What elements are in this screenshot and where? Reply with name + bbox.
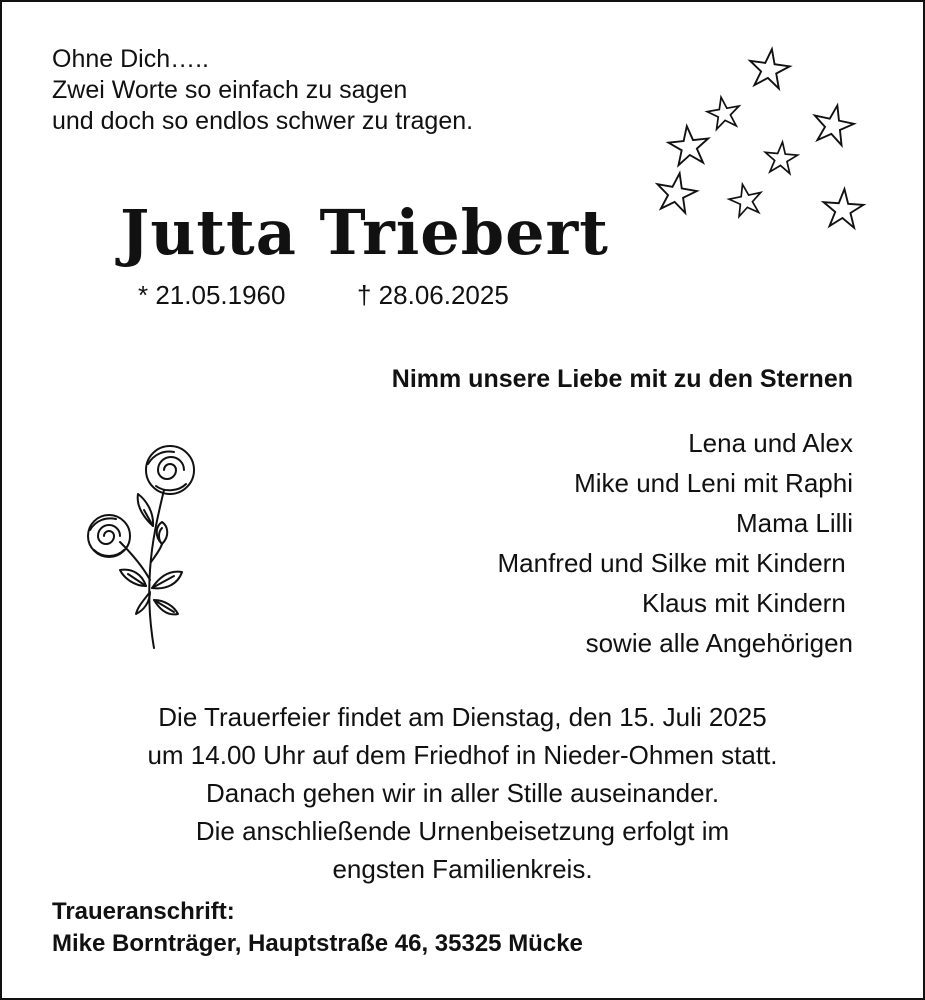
deceased-name: Jutta Triebert bbox=[120, 196, 609, 269]
stars-decoration bbox=[642, 42, 872, 242]
star-icon bbox=[822, 188, 864, 229]
mourners-list bbox=[497, 423, 853, 663]
rose-icon bbox=[74, 440, 204, 652]
ceremony-line: um 14.00 Uhr auf dem Friedhof in Nieder-Ohmen statt. bbox=[147, 740, 778, 770]
death-date: † 28.06.2025 bbox=[357, 280, 509, 310]
motto: Nimm unsere Liebe mit zu den Sternen bbox=[391, 365, 853, 393]
mourner-entry: Mama Lilli bbox=[735, 508, 853, 538]
star-icon bbox=[727, 181, 765, 218]
mourner-entry: Mike und Leni mit Raphi bbox=[574, 468, 853, 498]
poem-line: Zwei Worte so einfach zu sagen bbox=[52, 76, 408, 104]
mourner-entry: Manfred und Silke mit Kindern bbox=[497, 548, 853, 578]
ceremony-line: Die anschließende Urnenbeisetzung erfolgt im bbox=[195, 816, 730, 846]
mourner-entry: Lena und Alex bbox=[688, 428, 853, 458]
star-icon bbox=[667, 124, 711, 166]
star-icon bbox=[705, 94, 742, 130]
mourner-entry: sowie alle Angehörigen bbox=[585, 628, 853, 658]
address-line: Mike Bornträger, Hauptstraße 46, 35325 Mücke bbox=[52, 930, 583, 957]
star-icon bbox=[810, 101, 857, 146]
address-label: Traueranschrift: bbox=[52, 898, 235, 925]
star-icon bbox=[747, 46, 792, 89]
poem-line: und doch so endlos schwer zu tragen. bbox=[52, 107, 474, 135]
poem bbox=[52, 44, 473, 137]
ceremony-line: Die Trauerfeier findet am Dienstag, den 15. Juli 2025 bbox=[158, 702, 767, 732]
birth-date: * 21.05.1960 bbox=[138, 280, 286, 310]
star-icon bbox=[764, 141, 799, 174]
star-icon bbox=[653, 170, 699, 214]
mourner-entry: Klaus mit Kindern bbox=[642, 588, 853, 618]
ceremony-line: engsten Familienkreis. bbox=[332, 854, 593, 884]
ceremony-info bbox=[2, 698, 923, 888]
mourning-address bbox=[52, 896, 583, 960]
poem-line: Ohne Dich….. bbox=[52, 45, 210, 73]
ceremony-line: Danach gehen wir in aller Stille auseinander. bbox=[205, 778, 720, 808]
